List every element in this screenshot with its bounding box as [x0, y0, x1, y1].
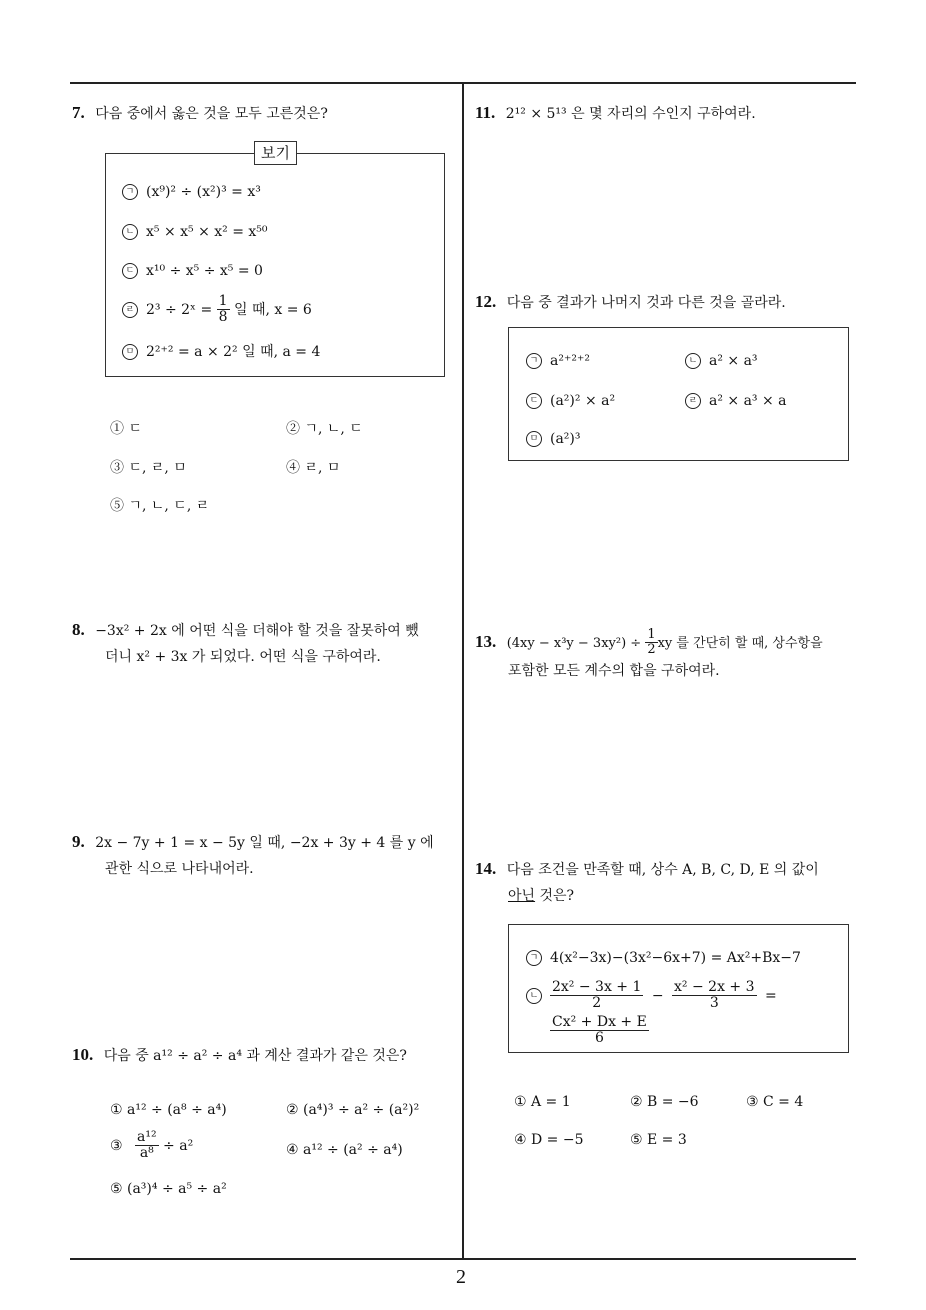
question-number: 12. — [475, 292, 497, 311]
item-text: 4(x²−3x)−(3x²−6x+7) = Ax²+Bx−7 — [550, 950, 801, 966]
q14-item-1 — [526, 950, 801, 966]
q14-item-2-rhs — [550, 1015, 649, 1047]
item-text: 2²⁺² = a × 2² 일 때, a = 4 — [146, 344, 321, 360]
choice-mark: ③ — [110, 1137, 123, 1154]
question-number: 8. — [72, 620, 85, 639]
choice-text-after: ÷ a² — [158, 1137, 194, 1154]
q12-item-2 — [685, 353, 758, 369]
question-text-line-2: 더니 x² + 3x 가 되었다. 어떤 식을 구하여라. — [105, 649, 381, 665]
question-text: 다음 중에서 옳은 것을 모두 고른것은? — [95, 106, 328, 122]
question-12 — [475, 289, 786, 316]
question-text-line-1: −3x² + 2x 에 어떤 식을 더해야 할 것을 잘못하여 뺐 — [95, 623, 419, 639]
circled-mark: ㄴ — [526, 988, 542, 1004]
minus-sign: − — [651, 987, 664, 1004]
choice-4[interactable]: ④ ㄹ, ㅁ — [286, 460, 341, 476]
choice-1[interactable]: ① ㄷ — [110, 421, 142, 437]
choice-2[interactable]: ② (a⁴)³ ÷ a² ÷ (a²)² — [286, 1102, 420, 1118]
circled-mark: ㄱ — [122, 184, 138, 200]
question-text: 2¹² × 5¹³ 은 몇 자리의 수인지 구하여라. — [505, 106, 756, 122]
circled-mark: ㄹ — [685, 393, 701, 409]
bogi-item-3 — [122, 263, 263, 279]
question-14 — [475, 856, 860, 909]
fraction-3: $\frac{\text{Cx² + Dx + E}}{6}$ — [552, 1014, 647, 1047]
bogi-item-4 — [122, 294, 312, 326]
question-text-line-1: xy 를 간단히 할 때, 상수항을 — [657, 635, 823, 651]
fraction-1: $\frac{\text{2x² − 3x + 1}}{2}$ — [552, 979, 642, 1012]
question-13 — [475, 628, 860, 684]
question-number: 10. — [72, 1045, 94, 1064]
question-7 — [72, 100, 328, 127]
bogi-item-2 — [122, 224, 268, 240]
question-expression: (4xy − x³y − 3xy²) ÷ — [506, 635, 646, 651]
fraction: $\frac{\text{a¹²}}{\text{a⁸}}$ — [137, 1129, 157, 1162]
circled-mark: ㅁ — [122, 344, 138, 360]
choice-5[interactable]: ⑤ (a³)⁴ ÷ a⁵ ÷ a² — [110, 1181, 227, 1197]
page-number: 2 — [456, 1266, 466, 1288]
q12-item-5 — [526, 431, 581, 447]
item-text: (x⁹)² ÷ (x²)³ = x³ — [146, 184, 261, 200]
circled-mark: ㄹ — [122, 302, 138, 318]
choice-4[interactable]: ④ a¹² ÷ (a² ÷ a⁴) — [286, 1142, 403, 1158]
question-8 — [72, 617, 460, 670]
question-text-line-2: 것은? — [535, 888, 575, 904]
question-number: 13. — [475, 631, 497, 651]
question-text-line-1: 다음 조건을 만족할 때, 상수 A, B, C, D, E 의 값이 — [506, 862, 819, 878]
fraction-2: $\frac{\text{x² − 2x + 3}}{3}$ — [674, 979, 755, 1012]
circled-mark: ㄴ — [122, 224, 138, 240]
choice-1[interactable]: ① A = 1 — [514, 1094, 571, 1110]
column-divider — [462, 82, 464, 1259]
item-text: (a²)² × a² — [550, 393, 616, 409]
circled-mark: ㄴ — [685, 353, 701, 369]
item-text: (a²)³ — [550, 431, 581, 447]
fraction: $\frac{1}{8}$ — [218, 293, 228, 326]
item-text-after: 일 때, x = 6 — [229, 301, 312, 318]
question-text-line-2: 포함한 모든 계수의 합을 구하여라. — [508, 662, 720, 679]
question-9 — [72, 829, 460, 882]
choice-3[interactable]: ③ C = 4 — [746, 1094, 804, 1110]
question-text: 다음 중 결과가 나머지 것과 다른 것을 골라라. — [506, 295, 786, 311]
item-text: a²⁺²⁺² — [550, 353, 590, 369]
circled-mark: ㅁ — [526, 431, 542, 447]
circled-mark: ㄱ — [526, 950, 542, 966]
circled-mark: ㄱ — [526, 353, 542, 369]
bogi-item-1 — [122, 184, 261, 200]
question-text-line-1: 2x − 7y + 1 = x − 5y 일 때, −2x + 3y + 4 를 y 에 — [95, 835, 434, 851]
bogi-label: 보기 — [254, 141, 297, 165]
q14-item-2 — [526, 980, 777, 1012]
bogi-item-5 — [122, 341, 320, 361]
item-text: a² × a³ — [709, 353, 758, 369]
question-text-line-2: 관한 식으로 나타내어라. — [105, 861, 254, 877]
question-10 — [72, 1042, 407, 1069]
choice-1[interactable]: ① a¹² ÷ (a⁸ ÷ a⁴) — [110, 1102, 227, 1118]
q12-item-1 — [526, 353, 590, 369]
choice-2[interactable]: ② B = −6 — [630, 1094, 699, 1110]
item-text: x¹⁰ ÷ x⁵ ÷ x⁵ = 0 — [146, 263, 263, 279]
choice-2[interactable]: ② ㄱ, ㄴ, ㄷ — [286, 421, 363, 437]
question-number: 14. — [475, 859, 497, 878]
choice-3[interactable] — [110, 1130, 193, 1162]
choice-4[interactable]: ④ D = −5 — [514, 1132, 584, 1148]
circled-mark: ㄷ — [122, 263, 138, 279]
question-number: 11. — [475, 103, 496, 122]
question-number: 9. — [72, 832, 85, 851]
q12-item-3 — [526, 393, 615, 409]
question-11 — [475, 100, 756, 127]
fraction: $\frac{1}{2}$ — [647, 627, 656, 658]
item-text: a² × a³ × a — [709, 393, 787, 409]
choice-3[interactable]: ③ ㄷ, ㄹ, ㅁ — [110, 460, 187, 476]
question-number: 7. — [72, 103, 85, 122]
choice-5[interactable]: ⑤ E = 3 — [630, 1132, 687, 1148]
equals-sign: = — [764, 987, 777, 1004]
q12-item-4 — [685, 393, 787, 409]
question-text: 다음 중 a¹² ÷ a² ÷ a⁴ 과 계산 결과가 같은 것은? — [103, 1048, 407, 1064]
circled-mark: ㄷ — [526, 393, 542, 409]
underlined-word: 아닌 — [508, 888, 536, 904]
item-text: x⁵ × x⁵ × x² = x⁵⁰ — [146, 224, 268, 240]
choice-5[interactable]: ⑤ ㄱ, ㄴ, ㄷ, ㄹ — [110, 498, 210, 514]
item-text: 2³ ÷ 2ˣ = — [146, 301, 217, 318]
